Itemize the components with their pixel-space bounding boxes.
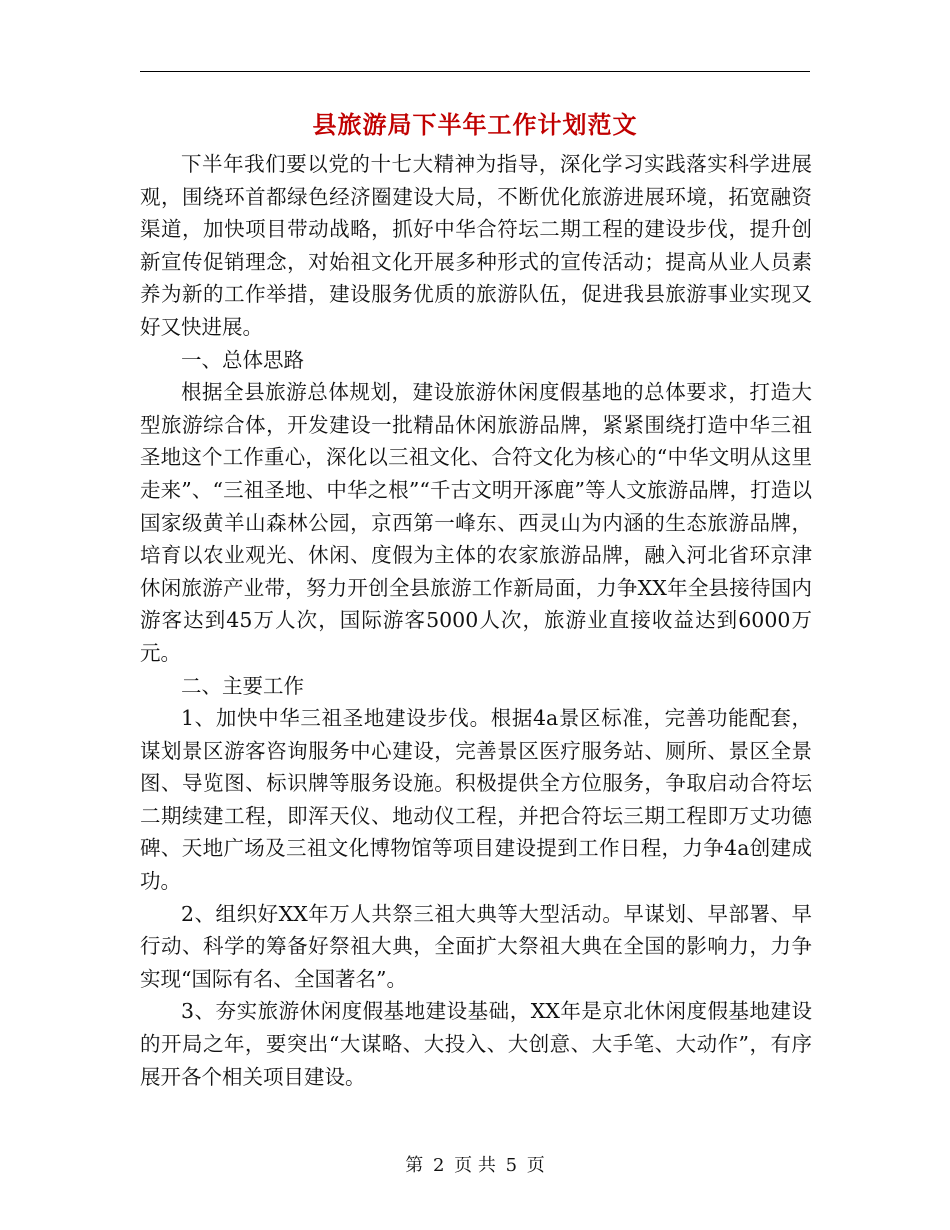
footer-current-page: 2: [432, 1155, 445, 1176]
page-footer: [140, 1154, 810, 1178]
paragraph-overall-thinking: 根据全县旅游总体规划，建设旅游休闲度假基地的总体要求，打造大型旅游综合体，开发建设一批精品休闲旅游品牌，紧紧围绕打造中华三祖圣地这个工作重心，深化以三祖文化、合符文化为核心的“中华文明从这里走来”、“三祖圣地、中华之根”“千古文明开涿鹿”等人文旅游品牌，打造以国家级黄羊山森林公园，京西第一峰东、西灵山为内涵的生态旅游品牌，培育以农业观光、休闲、度假为主体的农家旅游品牌，融入河北省环京津休闲旅游产业带，努力开创全县旅游工作新局面，力争XX年全县接待国内游客达到45万人次，国际游客5000人次，旅游业直接收益达到6000万元。: [140, 380, 812, 665]
footer-prefix: 第: [405, 1155, 424, 1176]
header-rule: [140, 71, 810, 72]
footer-total-pages: 5: [505, 1155, 518, 1176]
paragraph-work-item-1: 1、加快中华三祖圣地建设步伐。根据4a景区标准，完善功能配套，谋划景区游客咨询服务中心建设，完善景区医疗服务站、厕所、景区全景图、导览图、标识牌等服务设施。积极提供全方位服务，争取启动合符坛二期续建工程，即浑天仪、地动仪工程，并把合符坛三期工程即万丈功德碑、天地广场及三祖文化博物馆等项目建设提到工作日程，力争4a创建成功。: [140, 706, 812, 894]
paragraph-work-item-2: 2、组织好XX年万人共祭三祖大典等大型活动。早谋划、早部署、早行动、科学的筹备好祭祖大典，全面扩大祭祖大典在全国的影响力，力争实现“国际有名、全国著名”。: [140, 901, 812, 991]
paragraph-work-item-3: 3、夯实旅游休闲度假基地建设基础，XX年是京北休闲度假基地建设的开局之年，要突出“大谋略、大投入、大创意、大手笔、大动作”，有序展开各个相关项目建设。: [140, 999, 812, 1089]
footer-suffix: 页: [526, 1155, 545, 1176]
paragraph-intro: 下半年我们要以党的十七大精神为指导，深化学习实践落实科学进展观，围绕环首都绿色经济圈建设大局，不断优化旅游进展环境，拓宽融资渠道，加快项目带动战略，抓好中华合符坛二期工程的建设步伐，提升创新宣传促销理念，对始祖文化开展多种形式的宣传活动；提高从业人员素养为新的工作举措，建设服务优质的旅游队伍，促进我县旅游事业实现又好又快进展。: [140, 152, 812, 339]
footer-middle: 页 共: [454, 1155, 496, 1176]
document-title: 县旅游局下半年工作计划范文: [312, 110, 638, 139]
section-heading-overall-thinking: 一、总体思路: [181, 347, 304, 372]
document-body: [140, 148, 812, 1093]
section-heading-main-work: 二、主要工作: [181, 673, 304, 698]
